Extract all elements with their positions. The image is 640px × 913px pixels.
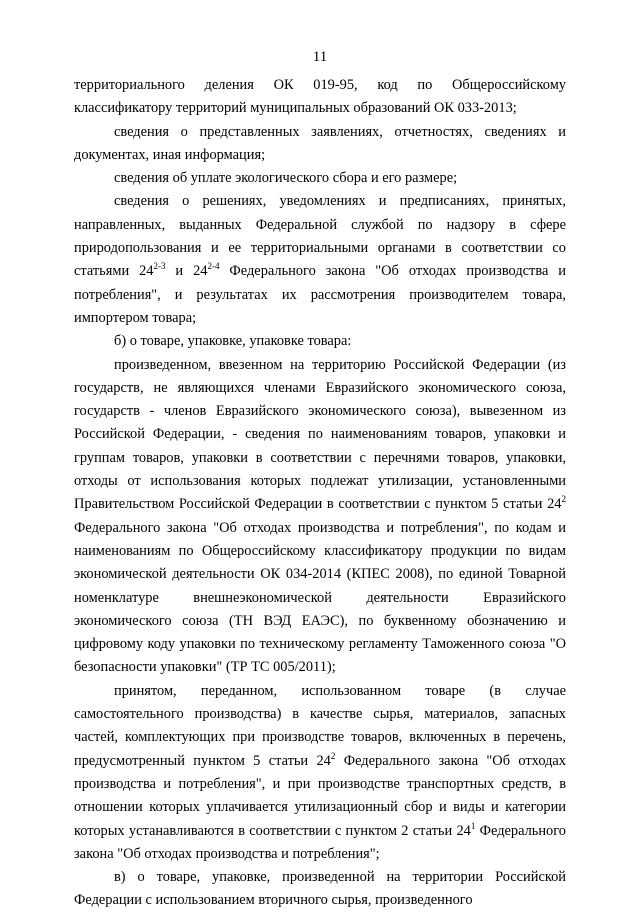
paragraph (74, 167, 566, 190)
page-number: 11 (312, 49, 328, 65)
superscript: 1 (470, 820, 476, 831)
paragraph-text: в) о товаре, упаковке, произведенной на территории Российской Федерации с использованием вторичного сырья, произведенного (74, 869, 566, 909)
paragraph-text: сведения о представленных заявлениях, отчетностях, сведениях и документах, иная информация; (74, 123, 566, 163)
paragraph-text: и 24 (165, 263, 208, 280)
document-body (74, 74, 566, 913)
paragraph-text: сведения о решениях, уведомлениях и предписаниях, принятых, направленных, выданных Федеральной службой по надзору в сфере природопользования и ее территориальными органами в соответствии со статьями 24 (74, 193, 566, 280)
paragraph-text: Федерального закона "Об отходах производства и потребления", и при производстве транспортных средств, в отношении которых уплачивается утилизационный сбор и виды и категории которых устанавливаются в соответствии с пунктом 2 статьи 24 (74, 752, 566, 839)
paragraph (74, 74, 566, 121)
paragraph-text: территориального деления ОК 019-95, код по Общероссийскому классификатору территорий муниципальных образований ОК 033-2013; (74, 77, 566, 117)
paragraph (74, 190, 566, 330)
paragraph (74, 866, 566, 913)
paragraph (74, 330, 566, 353)
superscript: 2-4 (207, 261, 220, 272)
superscript: 2 (561, 494, 566, 505)
paragraph-text: сведения об уплате экологического сбора и его размере; (114, 170, 458, 187)
paragraph-text: б) о товаре, упаковке, упаковке товара: (114, 333, 352, 350)
paragraph-text: произведенном, ввезенном на территорию Российской Федерации (из государств, не являющихся членами Евразийского экономического союза, государств - членов Евразийского экономического союза), вывезенном из Российской Федерации, - сведения по наименованиям товаров, упаковки и группам товаров, упаковки в соответствии с перечнями товаров, упаковки, отходы от использования которых подлежат утилизации, установленными Правительством Российской Федерации в соответствии с пунктом 5 статьи 24 (74, 356, 566, 513)
paragraph (74, 680, 566, 866)
paragraph (74, 121, 566, 168)
superscript: 2-3 (153, 261, 166, 272)
paragraph-text: принятом, переданном, использованном товаре (в случае самостоятельного производства) в качестве сырья, материалов, запасных частей, комплектующих при производстве товаров, включенных в перечень, предусмотренный пунктом 5 статьи 24 (74, 682, 566, 769)
paragraph-text: Федерального закона "Об отходах производства и потребления", по кодам и наименованиям по Общероссийскому классификатору продукции по видам экономической деятельности ОК 034-2014 (КПЕС 2008), по единой Товарной номенклатуре внешнеэкономической деятельности Евразийского экономического союза (ТН ВЭД ЕАЭС), по буквенному обозначению и цифровому коду упаковки по техническому регламенту Таможенного союза "О безопасности упаковки" (ТР ТС 005/2011); (74, 519, 566, 676)
paragraph (74, 354, 566, 680)
paragraph-text: Федерального закона "Об отходах производства и потребления", и результатах их рассмотрения производителем товара, импортером товара; (74, 263, 566, 326)
superscript: 2 (330, 750, 336, 761)
paragraph-text: Федерального закона "Об отходах производства и потребления"; (74, 822, 566, 862)
